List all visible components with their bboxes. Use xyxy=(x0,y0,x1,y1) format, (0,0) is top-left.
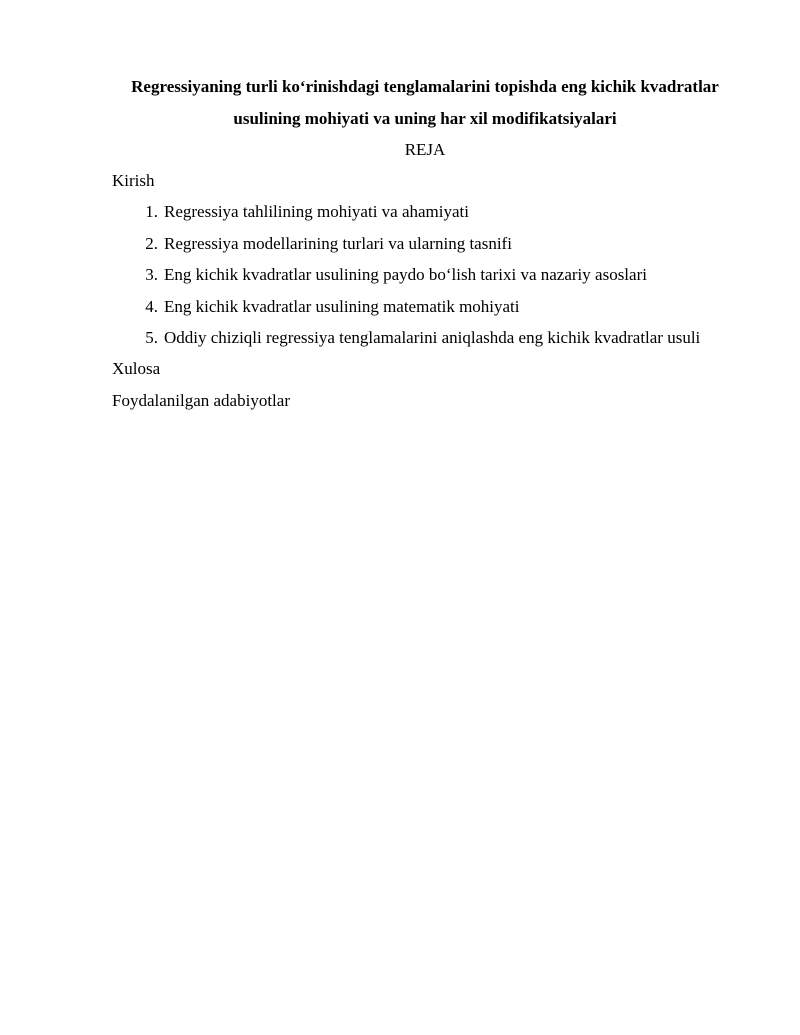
plan-item-number: 1. xyxy=(145,202,158,221)
plan-item-text: Eng kichik kvadratlar usulining paydo bo‘lish tarixi va nazariy asoslari xyxy=(164,265,647,284)
plan-item-number: 2. xyxy=(145,233,158,253)
plan-item xyxy=(112,196,700,228)
plan-item xyxy=(112,259,700,291)
plan-item xyxy=(112,228,700,260)
plan-item-number: 5. xyxy=(145,328,158,347)
plan-heading: REJA xyxy=(404,140,446,159)
document-title xyxy=(100,71,750,135)
intro-heading: Kirish xyxy=(112,171,155,190)
plan-list xyxy=(112,196,700,354)
plan-item-number: 3. xyxy=(145,265,158,284)
plan-item-text: Regressiya modellarining turlari va ularning tasnifi xyxy=(164,233,512,253)
plan-item xyxy=(112,291,700,323)
references-heading: Foydalanilgan adabiyotlar xyxy=(112,391,290,410)
conclusion-heading: Xulosa xyxy=(112,359,161,378)
title-line-1: Regressiyaning turli ko‘rinishdagi tenglamalarini topishda eng kichik kvadratlar xyxy=(131,77,719,96)
plan-item-number: 4. xyxy=(145,296,158,316)
plan-item-text: Eng kichik kvadratlar usulining matematik mohiyati xyxy=(164,296,520,316)
title-line-2: usulining mohiyati va uning har xil modifikatsiyalari xyxy=(233,109,617,128)
plan-item-text: Oddiy chiziqli regressiya tenglamalarini aniqlashda eng kichik kvadratlar usuli xyxy=(164,328,701,347)
plan-item xyxy=(112,322,700,354)
plan-item-text: Regressiya tahlilining mohiyati va ahamiyati xyxy=(164,202,469,221)
